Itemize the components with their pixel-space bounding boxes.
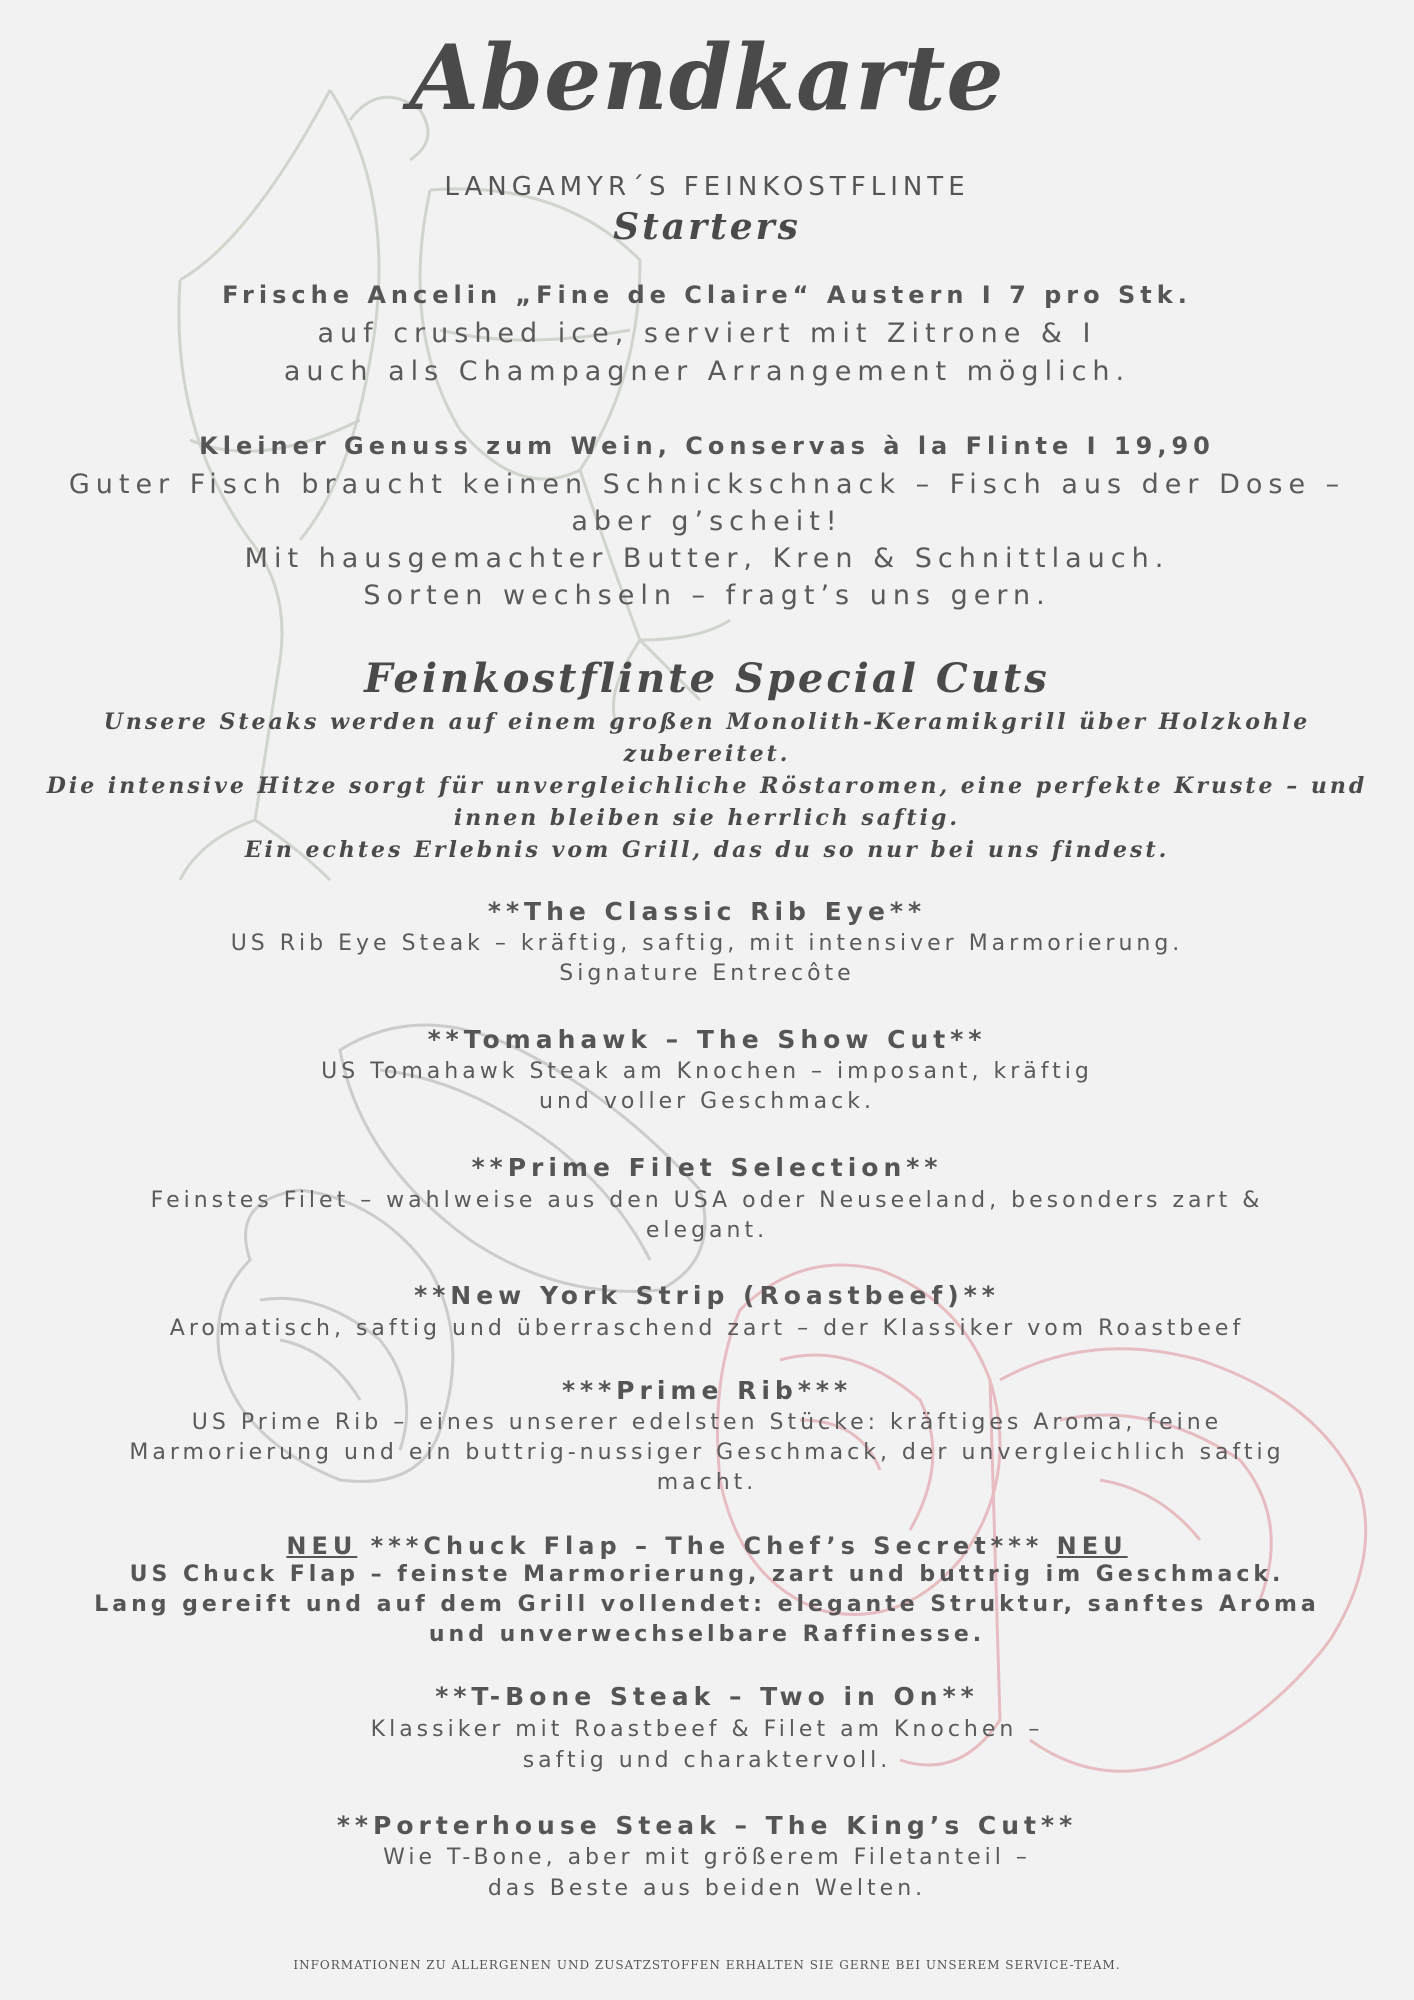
special-cuts-heading: Feinkostflinte Special Cuts (364, 655, 1050, 702)
cut-desc-line: US Chuck Flap – feinste Marmorierung, zart und buttrig im Geschmack. (129, 1562, 1285, 1587)
cut-title: **Porterhouse Steak – The King’s Cut** (336, 1811, 1078, 1840)
cut-desc-line: saftig und charaktervoll. (522, 1748, 892, 1773)
cut-title: ***Chuck Flap – The Chef’s Secret*** (357, 1532, 1057, 1560)
new-badge: NEU (286, 1532, 358, 1560)
cut-desc-line: und voller Geschmack. (539, 1089, 875, 1114)
special-cuts-intro-line: Die intensive Hitze sorgt für unvergleichliche Röstaromen, eine perfekte Kruste – und (46, 773, 1368, 799)
cut-title: **Tomahawk – The Show Cut** (427, 1025, 987, 1054)
cut-desc-line: US Prime Rib – eines unserer edelsten Stücke: kräftiges Aroma, feine (191, 1410, 1223, 1435)
special-cuts-intro-line: innen bleiben sie herrlich saftig. (453, 805, 961, 831)
cut-desc-line: Klassiker mit Roastbeef & Filet am Knochen – (370, 1717, 1044, 1742)
cut-desc-line: elegant. (645, 1218, 769, 1243)
page-title: Abendkarte (409, 25, 1005, 131)
cut-desc-line: und unverwechselbare Raffinesse. (428, 1622, 986, 1647)
cut-title: **New York Strip (Roastbeef)** (414, 1281, 1000, 1310)
starter-desc-line: auf crushed ice, serviert mit Zitrone & I (317, 318, 1097, 349)
new-badge: NEU (1056, 1532, 1128, 1560)
cut-desc-line: Feinstes Filet – wahlweise aus den USA oder Neuseeland, besonders zart & (150, 1188, 1264, 1213)
cut-desc-line: Marmorierung und ein buttrig-nussiger Geschmack, der unvergleichlich saftig (129, 1440, 1285, 1465)
special-cuts-intro-line: Unsere Steaks werden auf einem großen Monolith-Keramikgrill über Holzkohle (103, 709, 1311, 735)
cut-desc-line: Aromatisch, saftig und überraschend zart – der Klassiker vom Roastbeef (169, 1316, 1245, 1341)
starter-desc-line: Guter Fisch braucht keinen Schnickschnack – Fisch aus der Dose – (68, 469, 1346, 500)
starter-desc-line: aber g’scheit! (571, 506, 843, 537)
cut-title-new (0, 1529, 1414, 1563)
starter-desc-line: auch als Champagner Arrangement möglich. (283, 356, 1131, 387)
cut-title: **Prime Filet Selection** (471, 1153, 943, 1182)
cut-desc-line: US Rib Eye Steak – kräftig, saftig, mit intensiver Marmorierung. (230, 931, 1184, 956)
cut-title: **T-Bone Steak – Two in On** (435, 1682, 979, 1711)
cut-title: ***Prime Rib*** (561, 1376, 853, 1405)
special-cuts-intro-line: zubereitet. (623, 741, 791, 767)
cut-desc-line: Wie T-Bone, aber mit größerem Filetanteil – (383, 1845, 1031, 1870)
starter-title: Frische Ancelin „Fine de Claire“ Austern I 7 pro Stk. (222, 281, 1192, 309)
restaurant-name: LANGAMYR´S FEINKOSTFLINTE (444, 172, 970, 202)
special-cuts-intro-line: Ein echtes Erlebnis vom Grill, das du so nur bei uns findest. (244, 837, 1170, 863)
starter-desc-line: Mit hausgemachter Butter, Kren & Schnittlauch. (244, 543, 1170, 574)
starters-heading: Starters (613, 206, 801, 248)
cut-desc-line: US Tomahawk Steak am Knochen – imposant, kräftig (321, 1059, 1093, 1084)
cut-desc-line: macht. (656, 1470, 758, 1495)
cut-desc-line: das Beste aus beiden Welten. (487, 1876, 927, 1901)
starter-title: Kleiner Genuss zum Wein, Conservas à la Flinte I 19,90 (199, 432, 1215, 460)
cut-desc-line: Lang gereift und auf dem Grill vollendet: elegante Struktur, sanftes Aroma (94, 1592, 1320, 1617)
starter-desc-line: Sorten wechseln – fragt’s uns gern. (363, 580, 1051, 611)
cut-title: **The Classic Rib Eye** (487, 897, 927, 926)
cut-desc-line: Signature Entrecôte (559, 961, 855, 986)
allergen-footer-note: INFORMATIONEN ZU ALLERGENEN UND ZUSATZSTOFFEN ERHALTEN SIE GERNE BEI UNSEREM SERVICE-TEAM. (293, 1958, 1121, 1972)
